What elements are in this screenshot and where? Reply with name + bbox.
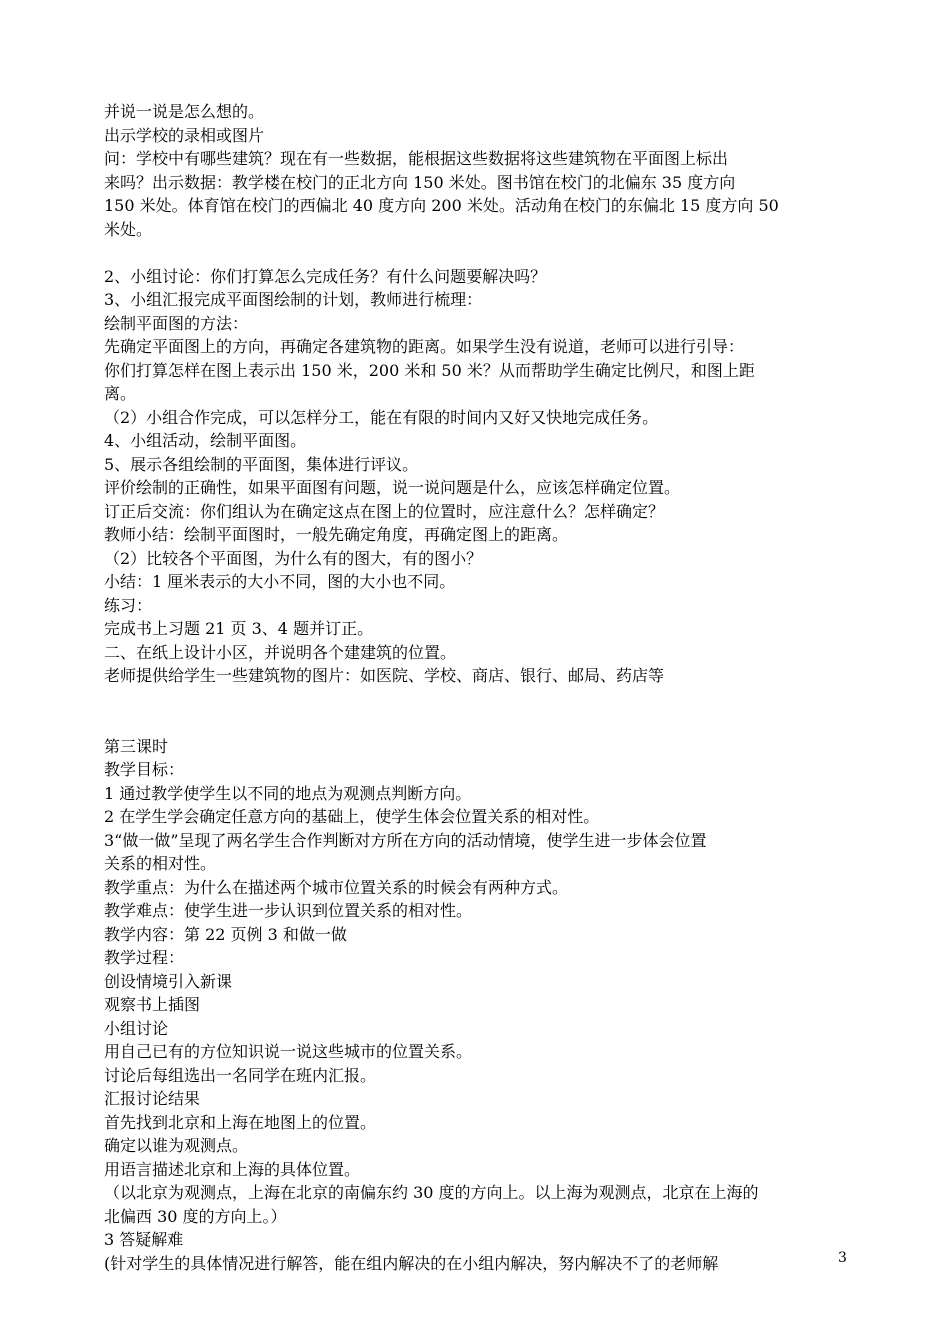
section-1 [104, 100, 854, 241]
text-line: 出示学校的录相或图片 [104, 125, 265, 145]
text-line: 2 在学生学会确定任意方向的基础上，使学生体会位置关系的相对性。 [104, 807, 600, 826]
text-line: 5、展示各组绘制的平面图，集体进行评议。 [104, 454, 419, 474]
text-line: 二、在纸上设计小区，并说明各个建建筑的位置。 [104, 642, 457, 662]
text-line: 并说一说是怎么想的。 [104, 102, 265, 121]
text-line: 小结：1 厘米表示的大小不同，图的大小也不同。 [104, 572, 456, 591]
text-line: 米处。 [104, 219, 153, 239]
text-line: 教师小结：绘制平面图时，一般先确定角度，再确定图上的距离。 [104, 525, 569, 544]
text-line: 2、小组讨论：你们打算怎么完成任务？有什么问题要解决吗？ [104, 266, 547, 286]
text-line: 教学目标： [104, 760, 185, 779]
text-line: （以北京为观测点，上海在北京的南偏东约 30 度的方向上。以上海为观测点，北京在上海的 [104, 1183, 759, 1202]
text-line: 创设情境引入新课 [104, 971, 233, 991]
section-3-lesson [104, 735, 854, 1276]
text-line: 3“做一做”呈现了两名学生合作判断对方所在方向的活动情境，使学生进一步体会位置 [104, 830, 707, 850]
text-line: 第三课时 [104, 736, 169, 756]
text-line: 你们打算怎样在图上表示出 150 米，200 米和 50 米？从而帮助学生确定比例尺，和图上距 [104, 360, 755, 380]
text-line: 来吗？出示数据：教学楼在校门的正北方向 150 米处。图书馆在校门的北偏东 35 度方向 [104, 172, 736, 192]
text-line: 汇报讨论结果 [104, 1089, 201, 1108]
text-line: 小组讨论 [104, 1018, 169, 1038]
text-line: 教学过程： [104, 948, 185, 967]
text-line: 讨论后每组选出一名同学在班内汇报。 [104, 1065, 377, 1085]
text-line: 1 通过教学使学生以不同的地点为观测点判断方向。 [104, 783, 472, 803]
text-line: 4、小组活动，绘制平面图。 [104, 431, 307, 450]
text-line: 订正后交流：你们组认为在确定这点在图上的位置时，应注意什么？怎样确定？ [104, 501, 665, 521]
text-line: 练习： [104, 595, 153, 615]
text-line: （2）小组合作完成，可以怎样分工，能在有限的时间内又好又快地完成任务。 [104, 407, 659, 427]
blank-lines [104, 688, 854, 735]
text-line: (针对学生的具体情况进行解答，能在组内解决的在小组内解决，努内解决不了的老师解 [104, 1253, 719, 1273]
text-line: 用语言描述北京和上海的具体位置。 [104, 1159, 361, 1179]
document-body [104, 100, 854, 1275]
text-line: 关系的相对性。 [104, 854, 217, 873]
text-line: 离。 [104, 384, 137, 403]
text-line: 教学内容：第 22 页例 3 和做一做 [104, 924, 347, 944]
text-line: （2）比较各个平面图，为什么有的图大，有的图小？ [104, 548, 483, 568]
text-line: 观察书上插图 [104, 995, 201, 1014]
text-line: 3 答疑解难 [104, 1230, 184, 1249]
blank-line [104, 241, 854, 265]
text-line: 完成书上习题 21 页 3、4 题并订正。 [104, 619, 374, 638]
text-line: 问：学校中有哪些建筑？现在有一些数据，能根据这些数据将这些建筑物在平面图上标出 [104, 149, 729, 168]
text-line: 用自己已有的方位知识说一说这些城市的位置关系。 [104, 1042, 473, 1061]
text-line: 3、小组汇报完成平面图绘制的计划，教师进行梳理： [104, 290, 483, 309]
text-line: 评价绘制的正确性，如果平面图有问题，说一说问题是什么，应该怎样确定位置。 [104, 478, 681, 497]
text-line: 老师提供给学生一些建筑物的图片：如医院、学校、商店、银行、邮局、药店等 [104, 666, 665, 685]
text-line: 教学重点：为什么在描述两个城市位置关系的时候会有两种方式。 [104, 877, 569, 897]
text-line: 北偏西 30 度的方向上。） [104, 1206, 287, 1226]
text-line: 绘制平面图的方法： [104, 313, 249, 333]
text-line: 150 米处。体育馆在校门的西偏北 40 度方向 200 米处。活动角在校门的东偏北 15 度方向 50 [104, 196, 779, 215]
text-line: 教学难点：使学生进一步认识到位置关系的相对性。 [104, 901, 473, 920]
section-2 [104, 265, 854, 688]
text-line: 先确定平面图上的方向，再确定各建筑物的距离。如果学生没有说道，老师可以进行引导： [104, 337, 745, 356]
text-line: 确定以谁为观测点。 [104, 1136, 249, 1155]
page-number: 3 [838, 1250, 847, 1266]
text-line: 首先找到北京和上海在地图上的位置。 [104, 1112, 377, 1132]
